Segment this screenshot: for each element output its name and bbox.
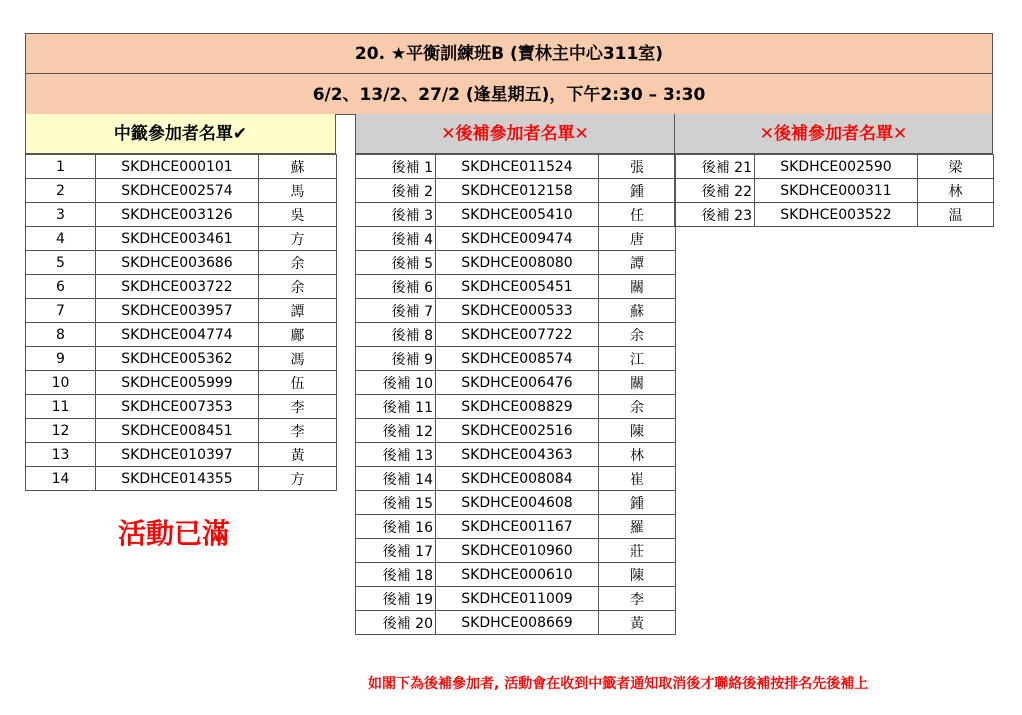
table-row [356,539,676,563]
surname: 江 [599,347,676,371]
table-row [356,251,676,275]
member-id: SKDHCE004608 [436,491,599,515]
row-number: 後補 7 [356,299,436,323]
row-number: 後補 21 [675,155,755,179]
surname: 林 [918,179,994,203]
row-number: 後補 14 [356,467,436,491]
row-number: 後補 4 [356,227,436,251]
member-id: SKDHCE000101 [96,155,259,179]
waitlist-heading-a: ✕後補參加者名單✕ [355,114,675,154]
row-number: 後補 11 [356,395,436,419]
row-number: 後補 22 [675,179,755,203]
member-id: SKDHCE005451 [436,275,599,299]
member-id: SKDHCE008080 [436,251,599,275]
member-id: SKDHCE008574 [436,347,599,371]
table-row [675,155,994,179]
surname: 唐 [599,227,676,251]
table-row [26,371,337,395]
row-number: 後補 15 [356,491,436,515]
member-id: SKDHCE003957 [96,299,259,323]
table-row [26,299,337,323]
table-row [26,467,337,491]
member-id: SKDHCE003522 [755,203,918,227]
row-number: 後補 2 [356,179,436,203]
row-number: 14 [26,467,96,491]
table-row [26,251,337,275]
member-id: SKDHCE000610 [436,563,599,587]
table-row [26,323,337,347]
member-id: SKDHCE002590 [755,155,918,179]
member-id: SKDHCE007353 [96,395,259,419]
row-number: 後補 23 [675,203,755,227]
surname: 崔 [599,467,676,491]
surname: 陳 [599,563,676,587]
row-number: 10 [26,371,96,395]
row-number: 後補 10 [356,371,436,395]
row-number: 11 [26,395,96,419]
surname: 温 [918,203,994,227]
table-row [356,155,676,179]
table-row [356,443,676,467]
surname: 馬 [259,179,337,203]
table-row [356,371,676,395]
member-id: SKDHCE005362 [96,347,259,371]
member-id: SKDHCE005410 [436,203,599,227]
member-id: SKDHCE003686 [96,251,259,275]
table-row [356,563,676,587]
table-row [26,227,337,251]
surname: 譚 [259,299,337,323]
surname: 吳 [259,203,337,227]
member-id: SKDHCE003126 [96,203,259,227]
member-id: SKDHCE004363 [436,443,599,467]
table-row [26,347,337,371]
surname: 余 [259,275,337,299]
waitlist-heading-b: ✕後補參加者名單✕ [674,114,993,154]
surname: 關 [599,275,676,299]
member-id: SKDHCE003722 [96,275,259,299]
surname: 鄺 [259,323,337,347]
row-number: 2 [26,179,96,203]
surname: 陳 [599,419,676,443]
table-row [675,203,994,227]
member-id: SKDHCE008829 [436,395,599,419]
member-id: SKDHCE008669 [436,611,599,635]
row-number: 12 [26,419,96,443]
member-id: SKDHCE007722 [436,323,599,347]
member-id: SKDHCE002516 [436,419,599,443]
member-id: SKDHCE001167 [436,515,599,539]
row-number: 13 [26,443,96,467]
surname: 馮 [259,347,337,371]
surname: 黃 [259,443,337,467]
table-row [356,587,676,611]
member-id: SKDHCE010397 [96,443,259,467]
table-row [26,203,337,227]
row-number: 後補 12 [356,419,436,443]
surname: 莊 [599,539,676,563]
table-row [356,347,676,371]
table-row [675,179,994,203]
table-row [26,155,337,179]
winners-heading: 中籤參加者名單✔ [25,114,336,154]
row-number: 後補 1 [356,155,436,179]
surname: 關 [599,371,676,395]
row-number: 8 [26,323,96,347]
member-id: SKDHCE003461 [96,227,259,251]
surname: 黃 [599,611,676,635]
member-id: SKDHCE000311 [755,179,918,203]
surname: 李 [259,395,337,419]
table-row [356,515,676,539]
row-number: 後補 20 [356,611,436,635]
waitlist-section-b [674,114,993,227]
row-number: 後補 9 [356,347,436,371]
member-id: SKDHCE006476 [436,371,599,395]
surname: 伍 [259,371,337,395]
member-id: SKDHCE009474 [436,227,599,251]
surname: 張 [599,155,676,179]
waitlist-table-b [674,154,994,227]
table-row [26,395,337,419]
schedule-bar: 6/2、13/2、27/2 (逢星期五)，下午2:30 – 3:30 [25,73,993,115]
table-row [26,443,337,467]
winners-section [25,114,336,491]
table-row [356,467,676,491]
table-row [26,419,337,443]
table-row [356,203,676,227]
row-number: 後補 5 [356,251,436,275]
row-number: 3 [26,203,96,227]
table-row [356,395,676,419]
member-id: SKDHCE008451 [96,419,259,443]
table-row [356,491,676,515]
table-row [356,179,676,203]
row-number: 後補 3 [356,203,436,227]
row-number: 後補 19 [356,587,436,611]
event-full-notice: 活動已滿 [118,517,231,550]
row-number: 後補 13 [356,443,436,467]
surname: 蘇 [599,299,676,323]
row-number: 後補 16 [356,515,436,539]
winners-table [25,154,337,491]
table-row [356,611,676,635]
row-number: 1 [26,155,96,179]
surname: 李 [599,587,676,611]
member-id: SKDHCE012158 [436,179,599,203]
row-number: 5 [26,251,96,275]
member-id: SKDHCE011009 [436,587,599,611]
member-id: SKDHCE005999 [96,371,259,395]
table-row [356,419,676,443]
member-id: SKDHCE008084 [436,467,599,491]
surname: 譚 [599,251,676,275]
surname: 方 [259,227,337,251]
row-number: 後補 18 [356,563,436,587]
waitlist-table-a [355,154,676,635]
row-number: 4 [26,227,96,251]
surname: 蘇 [259,155,337,179]
member-id: SKDHCE011524 [436,155,599,179]
surname: 任 [599,203,676,227]
member-id: SKDHCE010960 [436,539,599,563]
table-row [356,299,676,323]
member-id: SKDHCE002574 [96,179,259,203]
table-row [356,275,676,299]
surname: 鍾 [599,491,676,515]
table-row [26,275,337,299]
surname: 梁 [918,155,994,179]
surname: 羅 [599,515,676,539]
waitlist-section-a [355,114,675,635]
footer-note: 如閣下為後補參加者, 活動會在收到中籤者通知取消後才聯絡後補按排名先後補上 [368,676,869,692]
surname: 余 [259,251,337,275]
surname: 余 [599,323,676,347]
row-number: 7 [26,299,96,323]
surname: 李 [259,419,337,443]
surname: 余 [599,395,676,419]
table-row [356,323,676,347]
page-title: 20. ★平衡訓練班B (寶林主中心311室) [25,33,993,74]
surname: 林 [599,443,676,467]
row-number: 後補 17 [356,539,436,563]
surname: 方 [259,467,337,491]
member-id: SKDHCE004774 [96,323,259,347]
member-id: SKDHCE014355 [96,467,259,491]
row-number: 9 [26,347,96,371]
row-number: 6 [26,275,96,299]
row-number: 後補 8 [356,323,436,347]
row-number: 後補 6 [356,275,436,299]
member-id: SKDHCE000533 [436,299,599,323]
surname: 鍾 [599,179,676,203]
table-row [356,227,676,251]
table-row [26,179,337,203]
